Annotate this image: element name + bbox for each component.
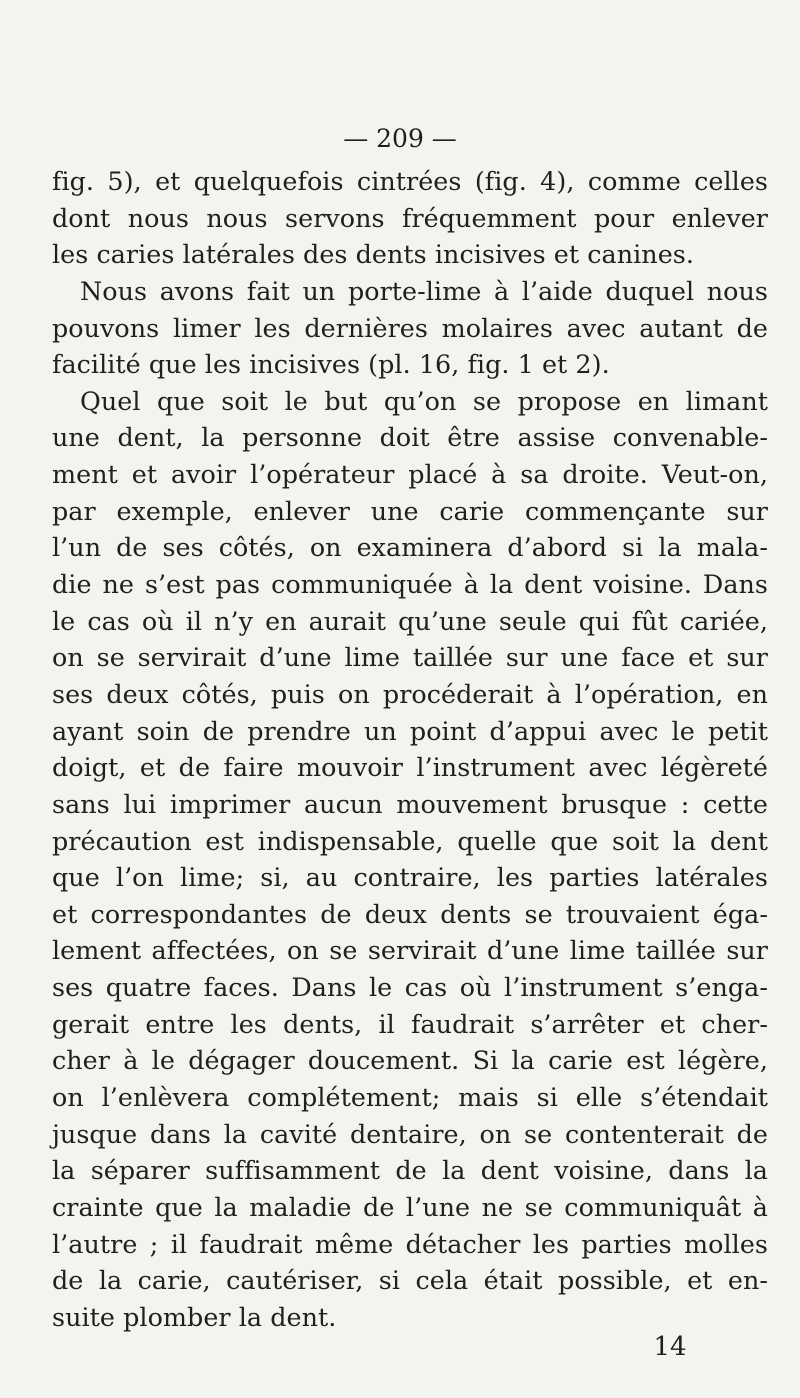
text-line: par exemple, enlever une carie commençante sur: [52, 495, 768, 526]
text-line: gerait entre les dents, il faudrait s’arrêter et cher-: [52, 1008, 768, 1039]
text-line: le cas où il n’y en aurait qu’une seule qui fût cariée,: [52, 605, 768, 636]
text-line: suite plomber la dent.: [52, 1301, 337, 1332]
text-line: ayant soin de prendre un point d’appui avec le petit: [52, 715, 768, 746]
text-line: la séparer suffisamment de la dent voisine, dans la: [52, 1155, 768, 1186]
text-line: pouvons limer les dernières molaires avec autant de: [52, 312, 768, 343]
text-line: fig. 5), et quelquefois cintrées (fig. 4), comme celles: [52, 166, 768, 196]
text-line: l’autre ; il faudrait même détacher les parties molles: [52, 1228, 768, 1259]
text-line: l’un de ses côtés, on examinera d’abord si la mala-: [52, 532, 768, 563]
text-line: doigt, et de faire mouvoir l’instrument avec légèreté: [52, 752, 768, 783]
text-line: et correspondantes de deux dents se trouvaient éga-: [52, 898, 768, 929]
text-line: jusque dans la cavité dentaire, on se contenterait de: [52, 1118, 768, 1149]
text-line: Quel que soit le but qu’on se propose en limant: [80, 385, 768, 416]
signature-mark-text: 14: [653, 1332, 687, 1362]
text-line: dont nous nous servons fréquemment pour enlever: [52, 202, 768, 233]
text-line: on l’enlèvera complétement; mais si elle s’étendait: [52, 1082, 768, 1113]
page-number: [0, 124, 800, 154]
text-line: une dent, la personne doit être assise convenable-: [52, 422, 768, 453]
text-line: facilité que les incisives (pl. 16, fig. 1 et 2).: [52, 349, 610, 380]
signature-mark: [620, 1332, 720, 1362]
text-line: les caries latérales des dents incisives et canines.: [52, 239, 694, 270]
text-line: Nous avons fait un porte-lime à l’aide duquel nous: [80, 275, 768, 306]
text-line: on se servirait d’une lime taillée sur une face et sur: [52, 642, 768, 673]
text-line: lement affectées, on se servirait d’une lime taillée sur: [52, 935, 768, 966]
text-line: que l’on lime; si, au contraire, les parties latérales: [52, 862, 768, 893]
text-line: ses quatre faces. Dans le cas où l’instrument s’enga-: [52, 972, 768, 1003]
text-line: cher à le dégager doucement. Si la carie est légère,: [52, 1045, 768, 1076]
text-line: de la carie, cautériser, si cela était possible, et en-: [52, 1265, 768, 1296]
text-line: ses deux côtés, puis on procéderait à l’opération, en: [52, 678, 768, 709]
page-number-text: — 209 —: [343, 124, 457, 153]
text-line: sans lui imprimer aucun mouvement brusque : cette: [52, 788, 768, 819]
body-text: [52, 163, 768, 1336]
text-line: précaution est indispensable, quelle que soit la dent: [52, 825, 768, 856]
text-line: crainte que la maladie de l’une ne se communiquât à: [52, 1191, 768, 1222]
text-line: die ne s’est pas communiquée à la dent voisine. Dans: [52, 569, 768, 600]
text-line: ment et avoir l’opérateur placé à sa droite. Veut-on,: [52, 459, 768, 490]
